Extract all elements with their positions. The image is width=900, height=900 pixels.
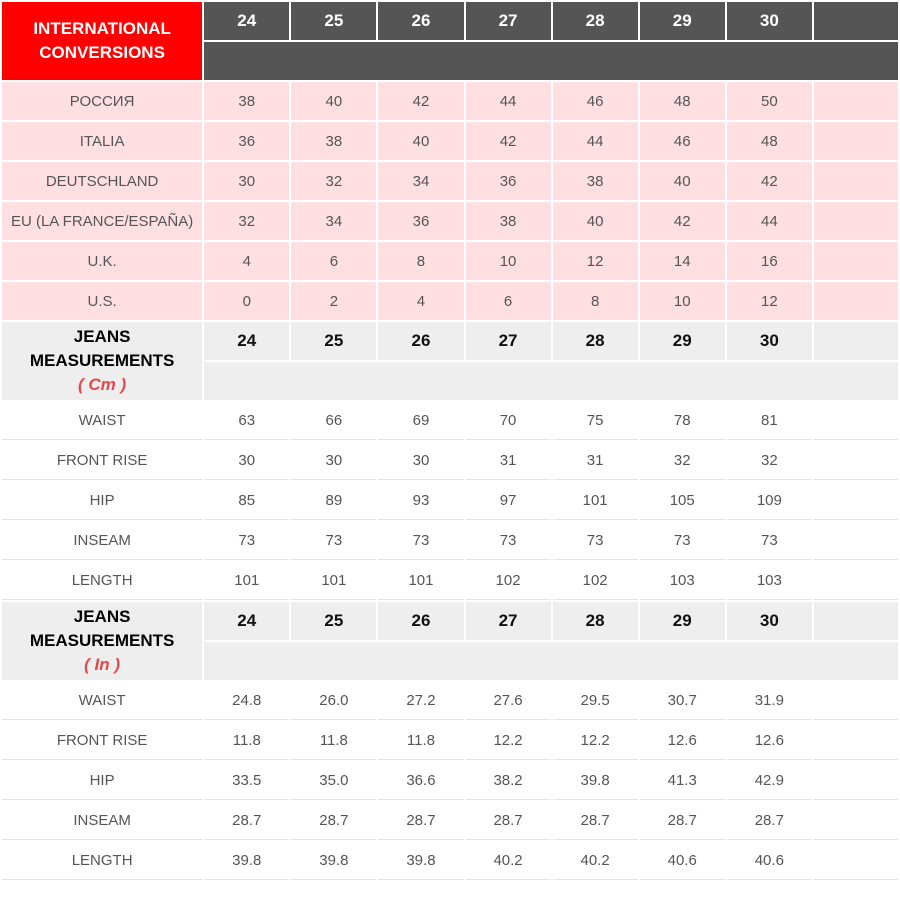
value-cell: 38 bbox=[466, 202, 551, 240]
row-label: DEUTSCHLAND bbox=[2, 162, 202, 200]
table-row bbox=[2, 722, 898, 760]
value-cell: 40.6 bbox=[640, 842, 725, 880]
header-bar bbox=[204, 42, 898, 80]
jeans-cm-unit: ( Cm ) bbox=[78, 375, 127, 394]
value-cell: 73 bbox=[291, 522, 376, 560]
jeans-cm-title-line1: JEANS bbox=[73, 327, 131, 346]
row-label: ITALIA bbox=[2, 122, 202, 160]
value-cell: 33.5 bbox=[204, 762, 289, 800]
empty-cell bbox=[814, 282, 898, 320]
empty-header-cell bbox=[814, 322, 898, 360]
value-cell: 40 bbox=[378, 122, 463, 160]
jeans-in-title-line1: JEANS bbox=[73, 607, 131, 626]
value-cell: 40.2 bbox=[553, 842, 638, 880]
international-section bbox=[2, 2, 898, 80]
international-rows bbox=[2, 82, 898, 320]
value-cell: 28.7 bbox=[466, 802, 551, 840]
size-header-cell: 30 bbox=[727, 602, 812, 640]
value-cell: 42 bbox=[466, 122, 551, 160]
value-cell: 46 bbox=[640, 122, 725, 160]
value-cell: 48 bbox=[640, 82, 725, 120]
value-cell: 6 bbox=[291, 242, 376, 280]
value-cell: 42.9 bbox=[727, 762, 812, 800]
value-cell: 30 bbox=[378, 442, 463, 480]
value-cell: 14 bbox=[640, 242, 725, 280]
size-header-cell: 29 bbox=[640, 322, 725, 360]
row-label: U.S. bbox=[2, 282, 202, 320]
jeans-in-section bbox=[2, 602, 898, 680]
row-label: INSEAM bbox=[2, 802, 202, 840]
value-cell: 28.7 bbox=[640, 802, 725, 840]
size-header-cell: 30 bbox=[727, 322, 812, 360]
table-row bbox=[2, 802, 898, 840]
value-cell: 44 bbox=[466, 82, 551, 120]
table-row bbox=[2, 842, 898, 880]
value-cell: 32 bbox=[727, 442, 812, 480]
table-row bbox=[2, 202, 898, 240]
empty-cell bbox=[814, 162, 898, 200]
value-cell: 32 bbox=[640, 442, 725, 480]
value-cell: 102 bbox=[553, 562, 638, 600]
value-cell: 40 bbox=[640, 162, 725, 200]
value-cell: 101 bbox=[378, 562, 463, 600]
table-row bbox=[2, 482, 898, 520]
jeans-cm-section bbox=[2, 322, 898, 400]
value-cell: 93 bbox=[378, 482, 463, 520]
value-cell: 24.8 bbox=[204, 682, 289, 720]
size-header-cell: 24 bbox=[204, 322, 289, 360]
value-cell: 28.7 bbox=[553, 802, 638, 840]
empty-cell bbox=[814, 442, 898, 480]
value-cell: 34 bbox=[378, 162, 463, 200]
size-header-cell: 25 bbox=[291, 602, 376, 640]
jeans-cm-title-line2: MEASUREMENTS bbox=[29, 351, 175, 370]
table-row bbox=[2, 122, 898, 160]
empty-cell bbox=[814, 802, 898, 840]
value-cell: 0 bbox=[204, 282, 289, 320]
value-cell: 12.2 bbox=[466, 722, 551, 760]
table-row bbox=[2, 522, 898, 560]
row-label: РОССИЯ bbox=[2, 82, 202, 120]
empty-cell bbox=[814, 82, 898, 120]
value-cell: 6 bbox=[466, 282, 551, 320]
value-cell: 36 bbox=[378, 202, 463, 240]
value-cell: 36.6 bbox=[378, 762, 463, 800]
size-header-cell: 27 bbox=[466, 2, 551, 40]
table-row bbox=[2, 282, 898, 320]
header-bar bbox=[204, 362, 898, 400]
value-cell: 73 bbox=[553, 522, 638, 560]
empty-cell bbox=[814, 482, 898, 520]
value-cell: 11.8 bbox=[204, 722, 289, 760]
table-row bbox=[2, 562, 898, 600]
value-cell: 89 bbox=[291, 482, 376, 520]
value-cell: 78 bbox=[640, 402, 725, 440]
empty-cell bbox=[814, 762, 898, 800]
row-label: INSEAM bbox=[2, 522, 202, 560]
row-label: WAIST bbox=[2, 682, 202, 720]
value-cell: 39.8 bbox=[204, 842, 289, 880]
empty-cell bbox=[814, 722, 898, 760]
value-cell: 32 bbox=[204, 202, 289, 240]
header-bar bbox=[204, 642, 898, 680]
size-header-cell: 26 bbox=[378, 602, 463, 640]
size-header-cell: 28 bbox=[553, 322, 638, 360]
value-cell: 39.8 bbox=[378, 842, 463, 880]
value-cell: 44 bbox=[553, 122, 638, 160]
size-header-cell: 24 bbox=[204, 602, 289, 640]
value-cell: 8 bbox=[553, 282, 638, 320]
value-cell: 12.6 bbox=[727, 722, 812, 760]
value-cell: 11.8 bbox=[291, 722, 376, 760]
empty-cell bbox=[814, 522, 898, 560]
value-cell: 66 bbox=[291, 402, 376, 440]
size-header-cell: 25 bbox=[291, 322, 376, 360]
value-cell: 30 bbox=[204, 162, 289, 200]
size-header-cell: 30 bbox=[727, 2, 812, 40]
value-cell: 4 bbox=[378, 282, 463, 320]
value-cell: 30 bbox=[204, 442, 289, 480]
value-cell: 11.8 bbox=[378, 722, 463, 760]
jeans-in-title bbox=[2, 602, 202, 680]
value-cell: 10 bbox=[640, 282, 725, 320]
jeans-in-title-line2: MEASUREMENTS bbox=[29, 631, 175, 650]
value-cell: 35.0 bbox=[291, 762, 376, 800]
size-header-cell: 26 bbox=[378, 322, 463, 360]
row-label: FRONT RISE bbox=[2, 442, 202, 480]
value-cell: 40.2 bbox=[466, 842, 551, 880]
table-row bbox=[2, 242, 898, 280]
value-cell: 63 bbox=[204, 402, 289, 440]
value-cell: 101 bbox=[204, 562, 289, 600]
table-row bbox=[2, 402, 898, 440]
table-row bbox=[2, 682, 898, 720]
value-cell: 28.7 bbox=[378, 802, 463, 840]
value-cell: 31 bbox=[553, 442, 638, 480]
value-cell: 105 bbox=[640, 482, 725, 520]
value-cell: 40 bbox=[291, 82, 376, 120]
jeans-in-unit: ( In ) bbox=[84, 655, 121, 674]
table-row bbox=[2, 162, 898, 200]
value-cell: 38 bbox=[291, 122, 376, 160]
value-cell: 69 bbox=[378, 402, 463, 440]
international-header-row bbox=[2, 2, 898, 40]
jeans-in-rows bbox=[2, 682, 898, 880]
value-cell: 28.7 bbox=[204, 802, 289, 840]
row-label: WAIST bbox=[2, 402, 202, 440]
value-cell: 38 bbox=[553, 162, 638, 200]
value-cell: 32 bbox=[291, 162, 376, 200]
value-cell: 44 bbox=[727, 202, 812, 240]
value-cell: 40 bbox=[553, 202, 638, 240]
value-cell: 4 bbox=[204, 242, 289, 280]
value-cell: 31.9 bbox=[727, 682, 812, 720]
value-cell: 50 bbox=[727, 82, 812, 120]
value-cell: 103 bbox=[640, 562, 725, 600]
size-header-cell: 27 bbox=[466, 322, 551, 360]
size-header-cell: 29 bbox=[640, 2, 725, 40]
value-cell: 12.6 bbox=[640, 722, 725, 760]
value-cell: 39.8 bbox=[553, 762, 638, 800]
value-cell: 12 bbox=[553, 242, 638, 280]
value-cell: 48 bbox=[727, 122, 812, 160]
value-cell: 31 bbox=[466, 442, 551, 480]
value-cell: 27.2 bbox=[378, 682, 463, 720]
value-cell: 10 bbox=[466, 242, 551, 280]
row-label: HIP bbox=[2, 762, 202, 800]
empty-cell bbox=[814, 682, 898, 720]
value-cell: 40.6 bbox=[727, 842, 812, 880]
value-cell: 38 bbox=[204, 82, 289, 120]
value-cell: 12.2 bbox=[553, 722, 638, 760]
value-cell: 70 bbox=[466, 402, 551, 440]
value-cell: 26.0 bbox=[291, 682, 376, 720]
value-cell: 73 bbox=[378, 522, 463, 560]
row-label: EU (LA FRANCE/ESPAÑA) bbox=[2, 202, 202, 240]
empty-cell bbox=[814, 402, 898, 440]
value-cell: 46 bbox=[553, 82, 638, 120]
size-header-cell: 28 bbox=[553, 2, 638, 40]
row-label: U.K. bbox=[2, 242, 202, 280]
value-cell: 75 bbox=[553, 402, 638, 440]
size-header-cell: 27 bbox=[466, 602, 551, 640]
value-cell: 101 bbox=[291, 562, 376, 600]
jeans-cm-rows bbox=[2, 402, 898, 600]
value-cell: 8 bbox=[378, 242, 463, 280]
value-cell: 85 bbox=[204, 482, 289, 520]
international-title-line1: INTERNATIONAL bbox=[33, 19, 171, 38]
value-cell: 73 bbox=[727, 522, 812, 560]
value-cell: 73 bbox=[204, 522, 289, 560]
value-cell: 101 bbox=[553, 482, 638, 520]
size-header-cell: 29 bbox=[640, 602, 725, 640]
jeans-cm-header-row bbox=[2, 322, 898, 360]
value-cell: 16 bbox=[727, 242, 812, 280]
value-cell: 39.8 bbox=[291, 842, 376, 880]
value-cell: 28.7 bbox=[291, 802, 376, 840]
value-cell: 81 bbox=[727, 402, 812, 440]
value-cell: 73 bbox=[640, 522, 725, 560]
value-cell: 27.6 bbox=[466, 682, 551, 720]
value-cell: 97 bbox=[466, 482, 551, 520]
empty-header-cell bbox=[814, 2, 898, 40]
value-cell: 36 bbox=[466, 162, 551, 200]
value-cell: 30.7 bbox=[640, 682, 725, 720]
value-cell: 29.5 bbox=[553, 682, 638, 720]
size-header-cell: 25 bbox=[291, 2, 376, 40]
size-header-cell: 24 bbox=[204, 2, 289, 40]
table-row bbox=[2, 82, 898, 120]
value-cell: 34 bbox=[291, 202, 376, 240]
empty-cell bbox=[814, 122, 898, 160]
size-header-cell: 28 bbox=[553, 602, 638, 640]
row-label: LENGTH bbox=[2, 562, 202, 600]
value-cell: 73 bbox=[466, 522, 551, 560]
size-header-cell: 26 bbox=[378, 2, 463, 40]
value-cell: 30 bbox=[291, 442, 376, 480]
empty-header-cell bbox=[814, 602, 898, 640]
value-cell: 42 bbox=[640, 202, 725, 240]
empty-cell bbox=[814, 842, 898, 880]
empty-cell bbox=[814, 242, 898, 280]
row-label: LENGTH bbox=[2, 842, 202, 880]
value-cell: 42 bbox=[727, 162, 812, 200]
value-cell: 42 bbox=[378, 82, 463, 120]
international-title bbox=[2, 2, 202, 80]
value-cell: 12 bbox=[727, 282, 812, 320]
jeans-cm-title bbox=[2, 322, 202, 400]
value-cell: 41.3 bbox=[640, 762, 725, 800]
table-row bbox=[2, 762, 898, 800]
value-cell: 103 bbox=[727, 562, 812, 600]
empty-cell bbox=[814, 202, 898, 240]
international-title-line2: CONVERSIONS bbox=[39, 43, 165, 62]
value-cell: 38.2 bbox=[466, 762, 551, 800]
row-label: FRONT RISE bbox=[2, 722, 202, 760]
row-label: HIP bbox=[2, 482, 202, 520]
jeans-in-header-row bbox=[2, 602, 898, 640]
value-cell: 36 bbox=[204, 122, 289, 160]
value-cell: 109 bbox=[727, 482, 812, 520]
value-cell: 2 bbox=[291, 282, 376, 320]
empty-cell bbox=[814, 562, 898, 600]
table-row bbox=[2, 442, 898, 480]
value-cell: 28.7 bbox=[727, 802, 812, 840]
value-cell: 102 bbox=[466, 562, 551, 600]
